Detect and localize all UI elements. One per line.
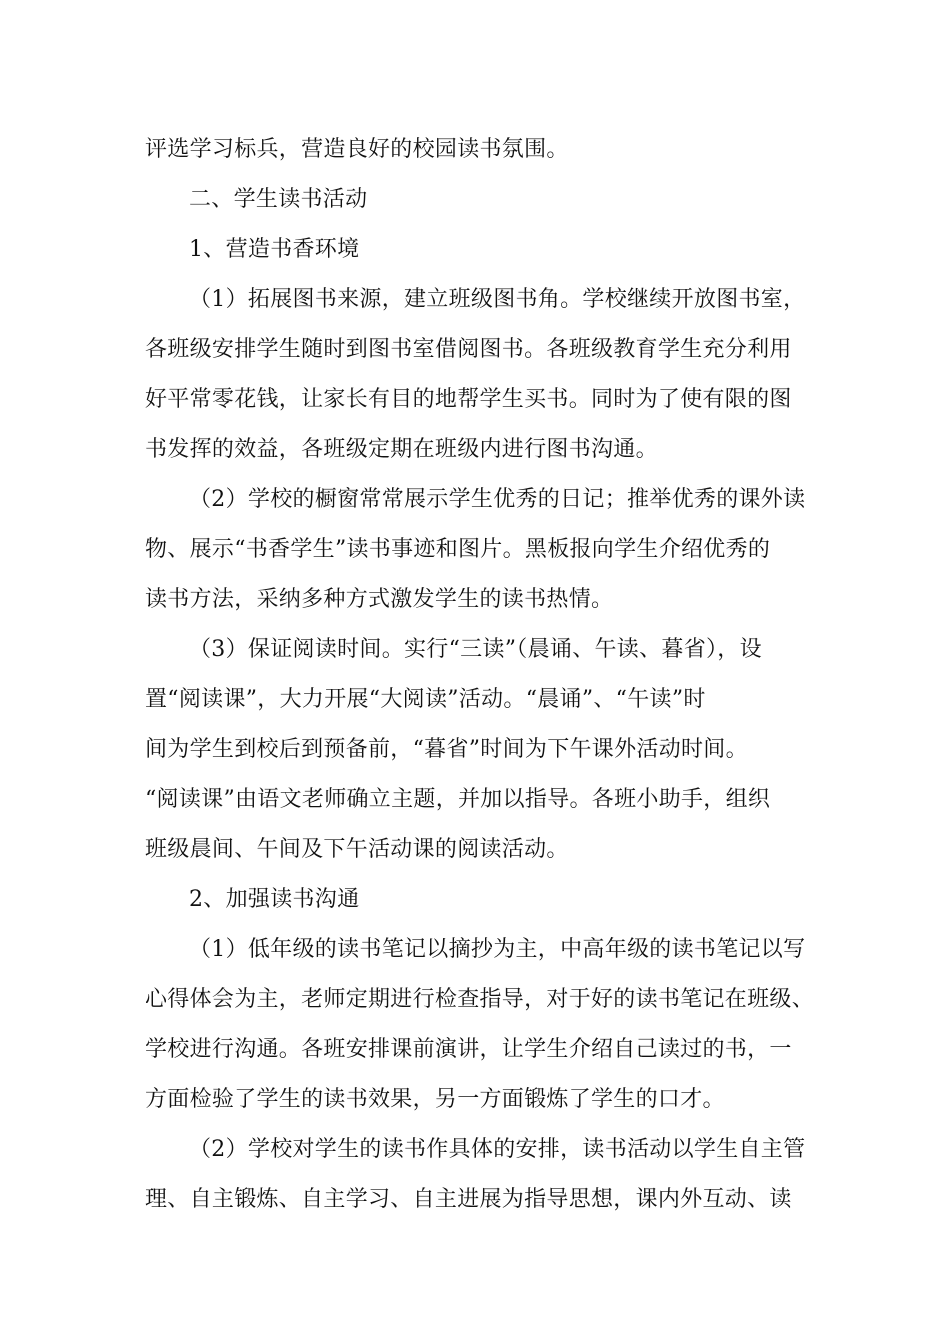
text-line: 方面检验了学生的读书效果，另一方面锻炼了学生的口才。 (145, 1087, 725, 1112)
text-line: 理、自主锻炼、自主学习、自主进展为指导思想，课内外互动、读 (145, 1187, 792, 1212)
text-line: 间为学生到校后到预备前，“暮省”时间为下午课外活动时间。 (145, 737, 748, 762)
text-line: 各班级安排学生随时到图书室借阅图书。各班级教育学生充分利用 (145, 337, 792, 362)
text-line: 心得体会为主，老师定期进行检查指导，对于好的读书笔记在班级、 (145, 987, 815, 1012)
text-line: （1）拓展图书来源，建立班级图书角。学校继续开放图书室， (189, 287, 806, 312)
section-heading: 二、学生读书活动 (189, 187, 368, 212)
text-line: 班级晨间、午间及下午活动课的阅读活动。 (145, 837, 569, 862)
text-line: 学校进行沟通。各班安排课前演讲，让学生介绍自己读过的书，一 (145, 1037, 792, 1062)
text-line: 读书方法，采纳多种方式激发学生的读书热情。 (145, 587, 614, 612)
document-body (145, 125, 815, 1225)
text-line: 置“阅读课”，大力开展“大阅读”活动。“晨诵”、“午读”时 (145, 687, 706, 712)
text-line: （3）保证阅读时间。实行“三读”（晨诵、午读、暮省），设 (189, 637, 762, 662)
text-line: 物、展示“书香学生”读书事迹和图片。黑板报向学生介绍优秀的 (145, 537, 771, 562)
text-line: 好平常零花钱，让家长有目的地帮学生买书。同时为了使有限的图 (145, 387, 792, 412)
text-line: 评选学习标兵，营造良好的校园读书氛围。 (145, 137, 569, 162)
subsection-heading: 1、营造书香环境 (189, 237, 360, 262)
text-line: （2）学校对学生的读书作具体的安排，读书活动以学生自主管 (189, 1137, 806, 1162)
text-line: 书发挥的效益，各班级定期在班级内进行图书沟通。 (145, 437, 658, 462)
subsection-heading: 2、加强读书沟通 (189, 887, 360, 912)
text-line: （2）学校的橱窗常常展示学生优秀的日记；推举优秀的课外读 (189, 487, 806, 512)
text-line: （1）低年级的读书笔记以摘抄为主，中高年级的读书笔记以写 (189, 937, 806, 962)
text-line: “阅读课”由语文老师确立主题，并加以指导。各班小助手，组织 (145, 787, 771, 812)
